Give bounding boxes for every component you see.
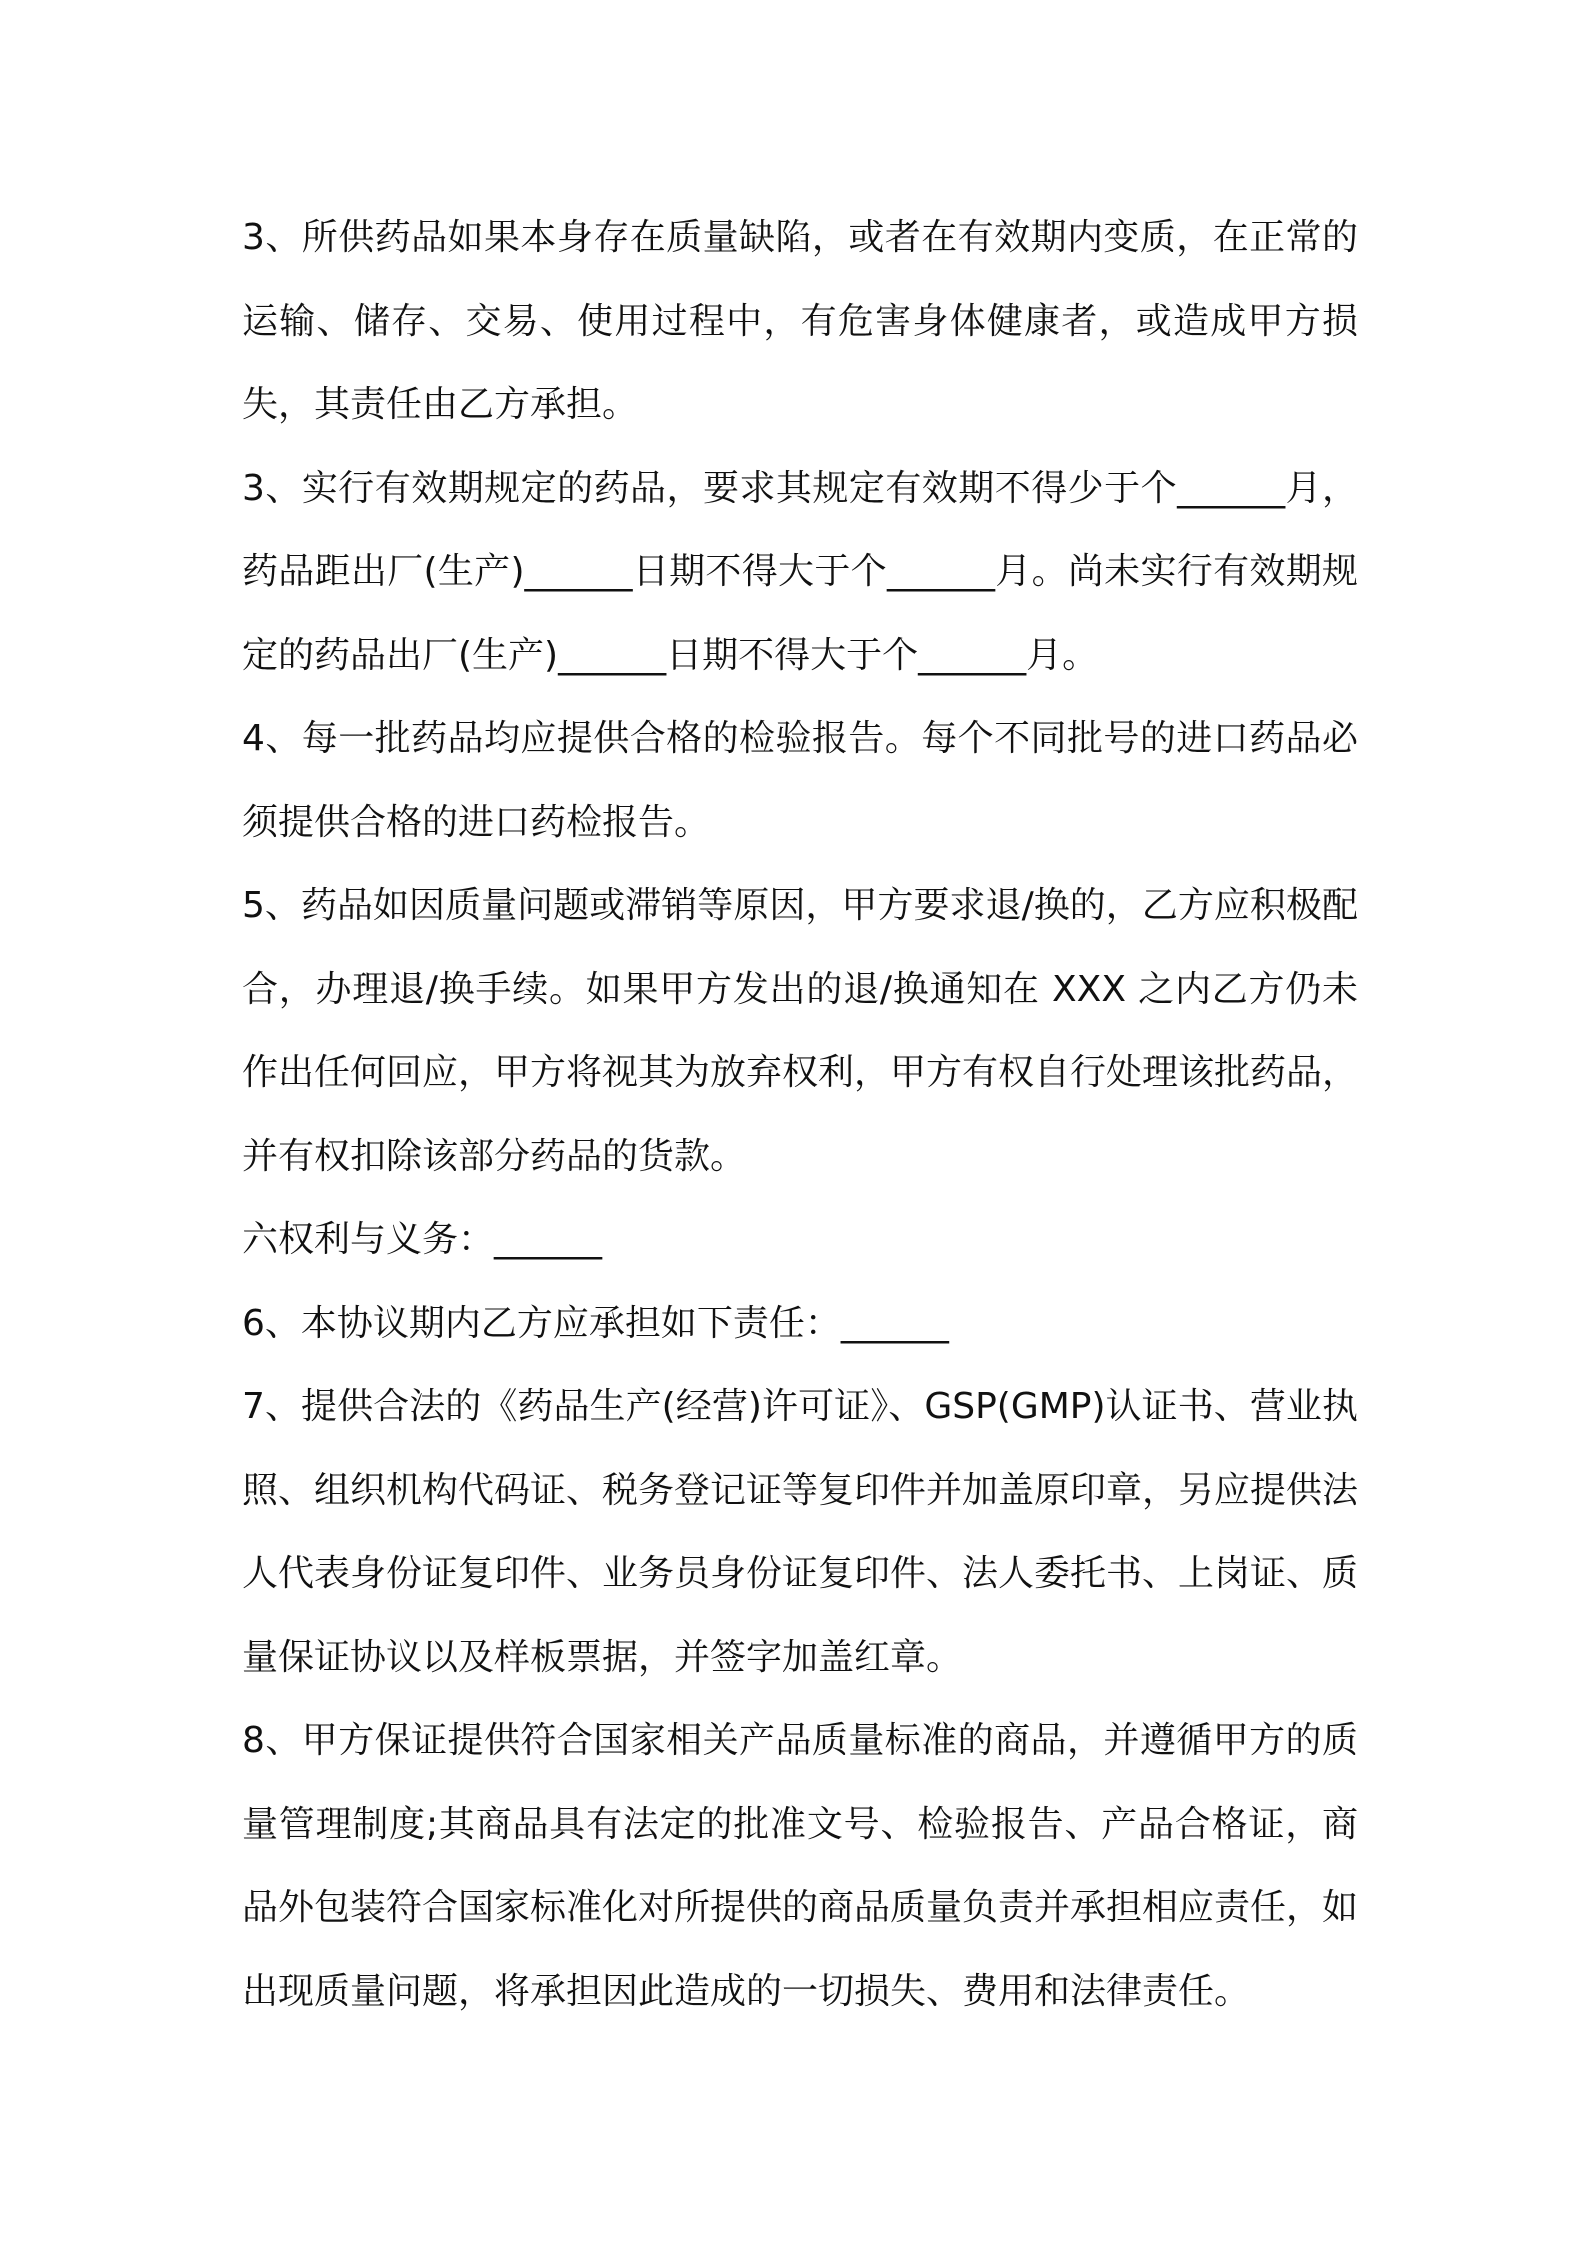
clause-3-expiry-period: 3、实行有效期规定的药品，要求其规定有效期不得少于个______月，药品距出厂(生产)______日期不得大于个______月。尚未实行有效期规定的药品出厂(生产)______日期不得大于个______月。 [242,467,1358,676]
clause-6-party-b-duties: 6、本协议期内乙方应承担如下责任：______ [242,1302,949,1344]
section-6-rights-obligations: 六权利与义务：______ [242,1219,603,1260]
clause-8-quality-standards: 8、甲方保证提供符合国家相关产品质量标准的商品，并遵循甲方的质量管理制度;其商品具有法定的批准文号、检验报告、产品合格证，商品外包装符合国家标准化对所提供的商品质量负责并承担相应责任，如出现质量问题，将承担因此造成的一切损失、费用和法律责任。 [242,1720,1359,2012]
clause-7-licenses: 7、提供合法的《药品生产(经营)许可证》、GSP(GMP)认证书、营业执照、组织机构代码证、税务登记证等复印件并加盖原印章，另应提供法人代表身份证复印件、业务员身份证复印件、法人委托书、上岗证、质量保证协议以及样板票据，并签字加盖红章。 [242,1386,1359,1678]
clause-5-return-exchange: 5、药品如因质量问题或滞销等原因，甲方要求退/换的，乙方应积极配合，办理退/换手续。如果甲方发出的退/换通知在 XXX 之内乙方仍未作出任何回应，甲方将视其为放弃权利，甲方有权自行处理该批药品，并有权扣除该部分药品的货款。 [242,885,1359,1177]
document-page [242,196,1358,2033]
clause-3-quality-defect: 3、所供药品如果本身存在质量缺陷，或者在有效期内变质，在正常的运输、储存、交易、使用过程中，有危害身体健康者，或造成甲方损失，其责任由乙方承担。 [242,217,1358,425]
clause-4-inspection-report: 4、每一批药品均应提供合格的检验报告。每个不同批号的进口药品必须提供合格的进口药检报告。 [242,718,1358,843]
